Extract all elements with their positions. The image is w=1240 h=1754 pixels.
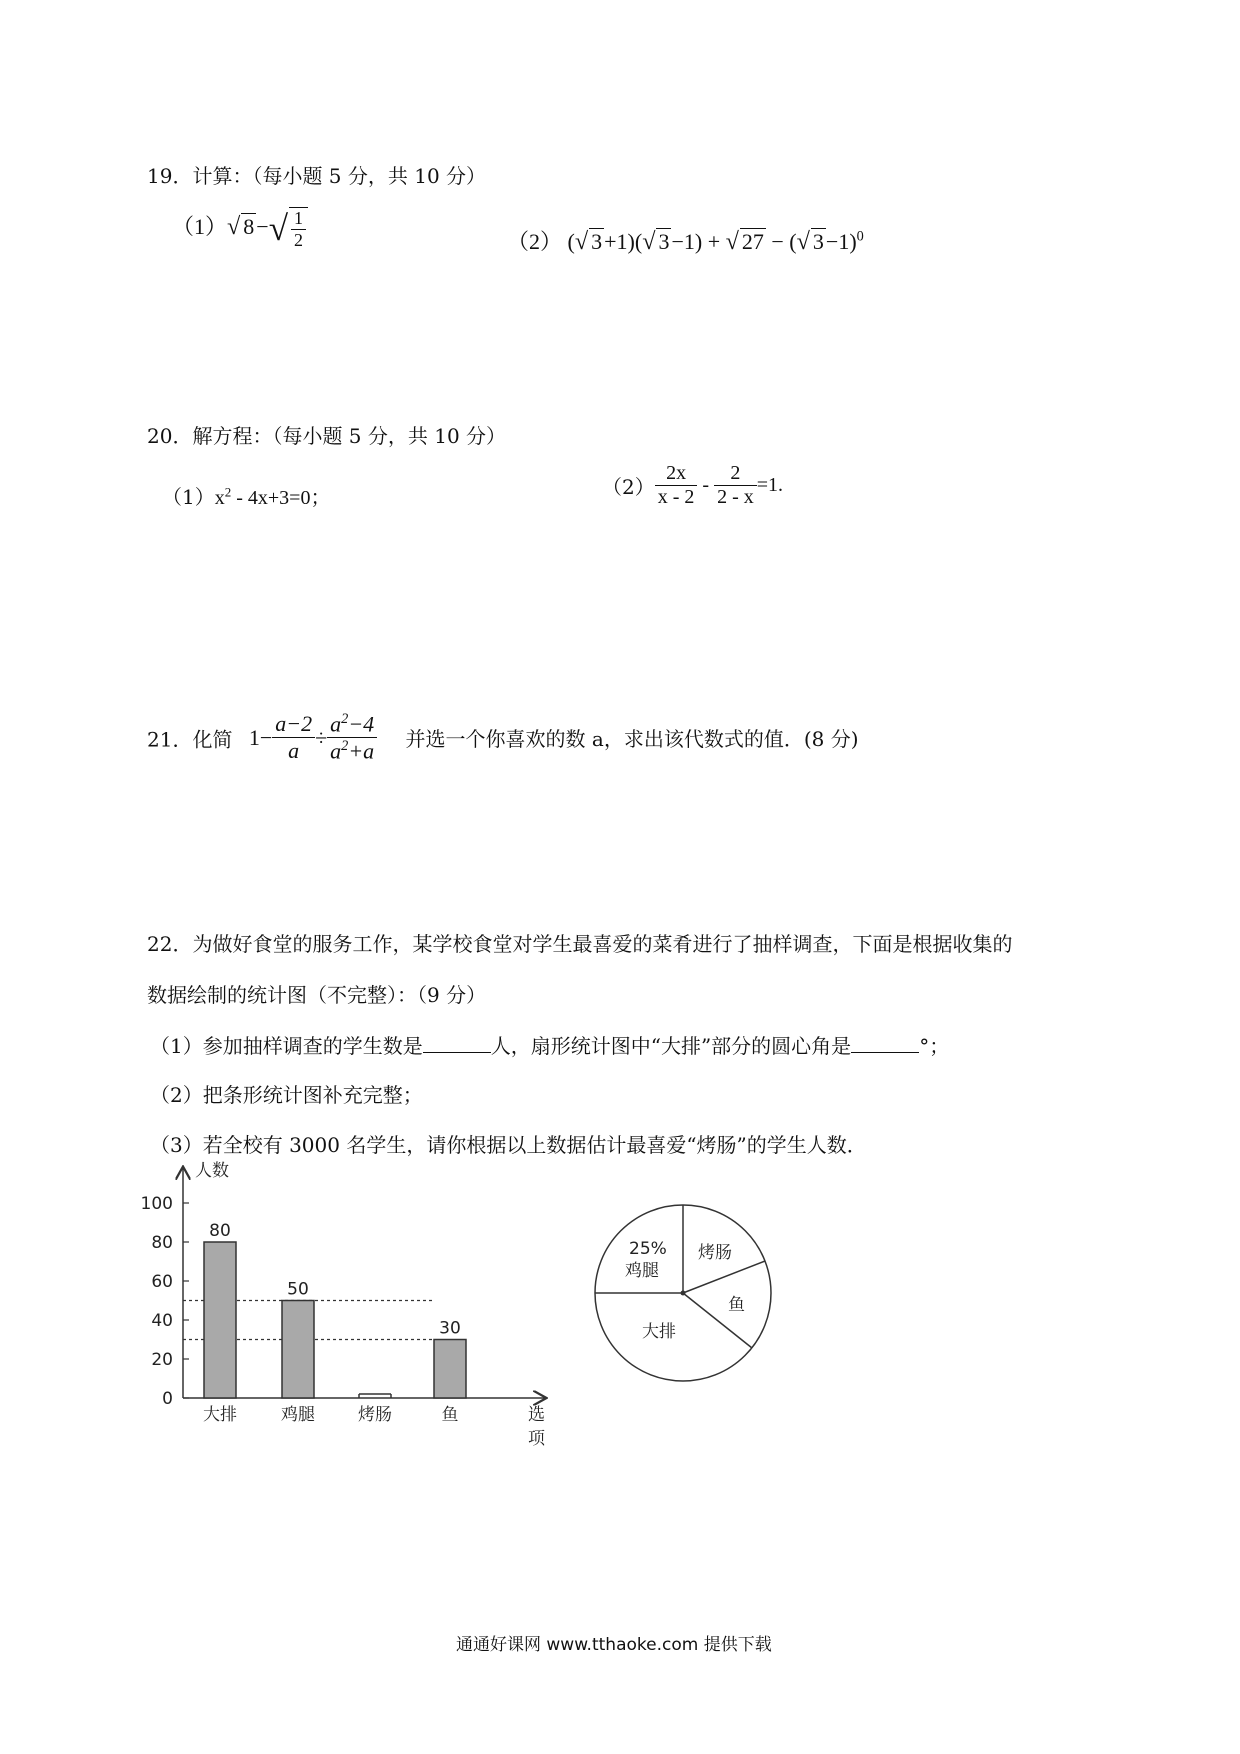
category-label: 烤肠 [358,1405,392,1425]
radical-sign-large: √ [268,209,289,248]
q21-frac2-den-a: a [330,738,342,764]
q19-part2 [507,225,864,256]
minus-one-plus: −1) + [671,229,726,254]
sqrt-3-a: 3 [591,229,603,254]
pie-label-jitui-percent: 25% [629,1239,667,1259]
q19-part1-label: （1） [172,214,228,240]
bar-2 [282,1301,314,1399]
exponent-zero: 0 [856,228,864,245]
sqrt-3-b: 3 [658,229,670,254]
fraction-1-den: x - 2 [655,485,698,509]
category-label: 鸡腿 [281,1405,315,1425]
q21-suffix: 并选一个你喜欢的数 a，求出该代数式的值．(8 分) [405,727,859,752]
q21-line [147,711,859,765]
pie-chart [585,1192,785,1392]
pie-label-dapai: 大排 [642,1322,676,1342]
q21-frac2-num-rest: −4 [348,711,375,737]
y-tick-label: 100 [140,1194,173,1214]
y-tick-label: 60 [151,1272,173,1292]
y-axis-title: 人数 [195,1161,229,1181]
q21-frac1-num: a−2 [275,711,313,737]
y-tick-label: 0 [162,1389,173,1409]
fraction-2-num: 2 [730,462,741,484]
q19-part2-label: （2） [507,229,563,254]
equation-rest: - 4x+3=0； [231,487,331,509]
q21-frac1-den: a [272,737,315,764]
x-axis-title-1: 选 [528,1405,545,1425]
q21-frac2-den-rest: +a [348,738,375,764]
q20-part2 [602,462,783,509]
q20-part2-label: （2） [602,475,655,499]
sqrt-8: 8 [243,214,255,240]
q21-frac2-num-exp: 2 [341,711,349,727]
q21-divide: ÷ [315,724,328,750]
q22-sub1-c: °； [919,1034,950,1058]
fraction-2 [714,462,757,509]
y-tick-label: 80 [151,1233,173,1253]
q19-header: 19．计算：（每小题 5 分，共 10 分） [147,164,487,188]
sqrt-27: 27 [741,229,764,254]
bar-value-label: 30 [439,1318,461,1339]
q20-part1-label: （1） [162,485,215,509]
q22-sub3: （3）若全校有 3000 名学生，请你根据以上数据估计最喜爱“烤肠”的学生人数． [150,1133,867,1157]
minus-one-close: −1) [825,229,857,254]
answer-blank-students[interactable] [423,1034,491,1053]
minus-sign: - [697,474,715,496]
q21-prefix: 21．化简 [147,727,233,752]
radical-sign: √ [725,228,739,255]
bar-value-label: 80 [209,1221,231,1241]
bar-4 [434,1340,466,1399]
answer-blank-angle[interactable] [851,1034,919,1053]
plus-one: +1)( [604,229,643,254]
sqrt-3-c: 3 [812,229,824,254]
category-label: 大排 [203,1405,237,1425]
category-label: 鱼 [441,1405,459,1425]
q21-fraction-2 [327,711,377,765]
fraction-1 [655,462,698,509]
q22-sub1 [150,1030,949,1059]
half-denominator: 2 [291,229,306,251]
q22-sub2: （2）把条形统计图补充完整； [150,1083,423,1107]
q20-header: 20．解方程：（每小题 5 分，共 10 分） [147,424,507,448]
bar-value-label: 50 [287,1279,309,1300]
bar-1 [204,1242,236,1398]
y-tick-label: 20 [151,1350,173,1370]
fraction-1-num: 2x [666,462,687,484]
q21-fraction-1 [272,711,315,764]
radical-sign: √ [796,228,810,255]
q21-frac2-num-a: a [330,711,342,737]
fraction-2-den: 2 - x [714,485,757,509]
q21-frac2-den-exp: 2 [341,738,349,755]
half-numerator: 1 [294,208,304,228]
exponent-2: 2 [224,484,232,500]
q21-one-minus: 1− [248,724,273,750]
q22-line2: 数据绘制的统计图（不完整）：（9 分） [147,983,487,1007]
equals-one: =1. [756,474,784,496]
minus-paren: − ( [765,229,797,254]
pie-label-kaochang: 烤肠 [698,1243,732,1263]
pie-label-yu: 鱼 [728,1295,745,1315]
radical-sign: √ [574,228,589,255]
q22-line1: 22．为做好食堂的服务工作，某学校食堂对学生最喜爱的菜肴进行了抽样调查，下面是根据收集的 [147,932,1013,956]
pie-center-dot [681,1291,686,1296]
q20-part1 [162,481,330,510]
radical-sign: √ [227,213,241,241]
minus-sign: − [256,214,269,240]
q19-part1 [172,207,308,251]
sqrt-half [289,207,308,251]
q22-sub1-b: 人，扇形统计图中“大排”部分的圆心角是 [490,1034,852,1058]
x-axis-title-2: 项 [528,1429,545,1449]
var-x: x [214,487,225,509]
bar-chart [140,1158,560,1458]
q22-sub1-a: （1）参加抽样调查的学生数是 [150,1034,423,1058]
paren-open: ( [567,229,575,254]
page-footer: 通通好课网 www.tthaoke.com 提供下载 [456,1635,772,1655]
y-tick-label: 40 [151,1311,173,1331]
radical-sign: √ [642,228,656,255]
pie-label-jitui: 鸡腿 [625,1261,659,1281]
